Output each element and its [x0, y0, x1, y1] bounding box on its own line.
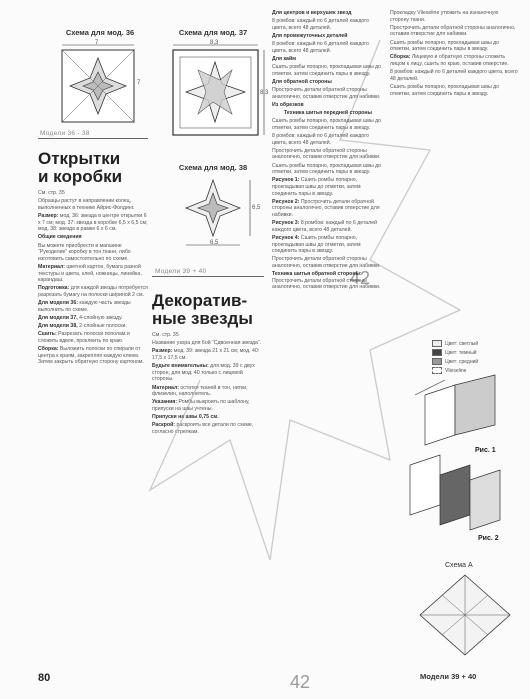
left-general-text: Вы можете приобрести в магазине “Рукоделие” коробку в тон ткани, либо изготовить самостоятельно по схеме. [38, 242, 131, 262]
right-intro-2: Прострочить детали обратной стороны аналогично, оставив отверстие для набивки. [390, 24, 516, 38]
left-materials-label: Материал: [38, 263, 65, 270]
rm-text-b: Сшить ромбы попарно, прокладывая швы до отметки, затем соединить пары в звезду. [272, 64, 382, 77]
scheme-36-width: 7 [95, 40, 99, 46]
left-m38-label: Для модели 38, [38, 323, 78, 330]
left-m37-text: 4-слойную звезду. [79, 314, 123, 321]
left-m38-text: 2-слойные полоски. [79, 323, 127, 330]
page-number-left: 80 [38, 672, 51, 684]
scheme-38-height: 6,5 [252, 205, 261, 211]
right-assembly-label: Сборка: [390, 54, 411, 61]
left-m36-label: Для модели 36: [38, 300, 78, 307]
rm-technique: Техника шитья передней стороны [283, 110, 372, 117]
right-intro: Прокладку Vlieseline утюжить на изнаночную сторону ткани. [390, 10, 499, 23]
scheme-a-diagram [410, 570, 520, 660]
legend-swatch [432, 358, 442, 365]
rm-h2: Для промежуточных деталей [272, 32, 348, 39]
left-intro: Образцы растут в направлении колец, выполненных в технике Айрис-Фолдинг. [38, 198, 135, 211]
left-general-label: Общие сведения [38, 234, 82, 241]
left-column-text [38, 190, 150, 680]
rm-text-b3: Сшить ромбы попарно, прокладывая швы до отметки, затем соединить пары в звезду. [272, 162, 382, 176]
models-footer: Модели 39 + 40 [420, 672, 477, 681]
rm-fig4-text: Сшить ромбы попарно, прокладывая швы до отметки, затем соединить пары в звезду. [272, 234, 361, 255]
rm-h3: Для кайм [272, 55, 296, 62]
legend-label: Цвет: темный [445, 349, 477, 356]
right-assembly-text: Лицевую и обратную стороны сложить лицом к лицу, сшить по краю, оставив отверстие. [390, 54, 509, 67]
left-m37-label: Для модели 37, [38, 314, 78, 321]
middle-instructions-label: Указания: [152, 399, 178, 406]
middle-instructions-text: Ромбы выкроить по шаблону, припуски на швы учтены. [152, 399, 250, 412]
middle-note-label: Будьте внимательны: [152, 363, 209, 370]
rm-fig1-text: Сшить ромбы попарно, прокладывая швы до отметки, затем соединить пары в звезду. [272, 177, 361, 197]
right-column-text [390, 10, 518, 310]
middle-materials-text: остатки тканей в тон, нитки, флизелин, наполнитель. [152, 384, 248, 398]
middle-size-label: Размер: [152, 348, 173, 355]
star-number-top: 42 [350, 268, 371, 288]
scheme-36-title: Схема для мод. 36 [65, 28, 135, 37]
legend-label: Цвет: средний [445, 358, 479, 365]
left-m36-text: каждую часть звезды выполнить по схеме. [38, 300, 131, 313]
scheme-a-label: Схема А [445, 562, 473, 569]
legend-label: Цвет: светлый [445, 340, 479, 347]
right-text-3: Сшить ромбы попарно, прокладывая швы до отметки, затем соединить пары в звезду. [390, 83, 500, 97]
rm-text-c: Прострочить детали обратной стороны аналогично, оставив отверстие для набивки. [272, 87, 381, 100]
left-materials-text: цветной картон, бумага разной текстуры и цвета, клей, ножницы, линейка, карандаш. [38, 263, 142, 284]
rm-fig2-text: Прострочить детали обратной стороны аналогично, оставив отверстие для набивки. [272, 198, 380, 218]
scheme-37-height: 8,3 [260, 90, 269, 96]
left-prep-text: для каждой звезды потребуется разрезать бумагу на полоски шириной 2 см. [38, 285, 148, 298]
left-rule [38, 138, 148, 139]
middle-cut-text: раскроить все детали по схеме, согласно стрелкам. [152, 422, 254, 435]
legend-item [432, 358, 522, 365]
right-middle-column-text [272, 10, 384, 680]
left-size-text: мод. 36: звезда в центре открытки 6 х 7 см; мод. 37: звезда в коробке 6,5 х 6,5 см; мод. 38: звезда в рамке 6 х 6 см. [38, 212, 148, 233]
middle-intro: Название узора для 6ой “Сдвоенная звезда”. [152, 340, 262, 347]
rm-text-b2: Сшить ромбы попарно, прокладывая швы до отметки, затем соединить пары в звезду. [272, 118, 382, 131]
figure-2-diagram [400, 455, 510, 535]
figure-2-label: Рис. 2 [478, 535, 499, 542]
left-models-label: Модели 36 - 38 [40, 130, 90, 137]
rm-text-c3: Прострочить детали обратной стороны аналогично, оставив отверстие для набивки. [272, 256, 381, 269]
rm-fig2: Рисунок 2: [272, 198, 300, 205]
rm-h4: Для обратной стороны [272, 78, 332, 85]
figure-1-diagram [405, 365, 515, 445]
middle-seam-label: Припуски на швы 0,75 см. [152, 414, 219, 421]
middle-materials-label: Материал: [152, 384, 179, 391]
rm-h1: Для центров и верхушек звезд [272, 10, 352, 16]
right-text-2: 8 ромбов: каждый по 6 деталей каждого цвета, всего 48 деталей. [390, 69, 518, 82]
rm-text-a: 8 ромбов: каждый по 6 деталей каждого цвета, всего 48 деталей. [272, 18, 369, 31]
scheme-38-width: 6,5 [210, 240, 219, 246]
scheme-37-width: 8,3 [210, 40, 219, 46]
rm-h5: Из обрезков [272, 101, 304, 108]
left-title-line2: и коробки [38, 167, 123, 186]
right-intro-3: Сшить ромбы попарно, прокладывая швы до отметки, затем соединить пары в звезду. [390, 39, 500, 53]
rm-fig1: Рисунок 1: [272, 177, 300, 184]
star-number-bottom: 42 [290, 672, 311, 692]
legend-label: Vlieseline [445, 367, 467, 374]
rm-text-a3: 8 ромбов: каждый по 6 деталей каждого цвета, всего 48 деталей. [272, 133, 369, 146]
rm-fig4: Рисунок 4: [272, 234, 300, 241]
rm-fig3: Рисунок 3: [272, 220, 300, 227]
scheme-36-diagram [57, 42, 147, 132]
left-cut-label: Сшить: [38, 331, 57, 338]
rm-back-text: Прострочить детали обратной стороны аналогично, оставив отверстие для набивки. [272, 277, 381, 291]
figure-1-label: Рис. 1 [475, 447, 496, 454]
legend-swatch [432, 349, 442, 356]
left-assembly-text: Выложить полоски по спирали от центра к краям, закрепляя каждую клеем. Затем закрыть обратную сторону картоном. [38, 346, 144, 366]
left-title-line1: Открытки [38, 149, 121, 168]
legend-item [432, 349, 522, 356]
rm-back-label: Техника шитья обратной стороны: [272, 271, 362, 278]
middle-cut-label: Раскрой: [152, 422, 176, 429]
middle-size-text: мод. 39: звезда 21 х 21 см; мод. 40: 17,5 х 17,5 см. [152, 348, 260, 361]
left-prep-label: Подготовка: [38, 285, 70, 292]
legend-item [432, 340, 522, 347]
left-size-label: Размер: [38, 212, 59, 219]
scheme-36-height: 7 [137, 80, 141, 86]
rm-text-c2: Прострочить детали обратной стороны аналогично, оставив отверстие для набивки. [272, 147, 381, 161]
rm-fig3-text: 8 ромбов: каждый по 6 деталей каждого цвета, всего 48 деталей. [272, 220, 377, 233]
middle-ref: См. стр. 35 [152, 332, 179, 338]
left-ref: См. стр. 35 [38, 190, 65, 196]
middle-title-line1: Декоратив- [152, 291, 248, 310]
left-assembly-label: Сборка: [38, 346, 59, 352]
scheme-37-title: Схема для мод. 37 [178, 28, 248, 37]
middle-title-line2: ные звезды [152, 309, 253, 328]
middle-models-label: Модели 39 + 40 [155, 268, 207, 275]
left-cut-text: Разрезать полоски пополам и сложить вдвое, проклеить по краю. [38, 331, 130, 344]
scheme-38-title: Схема для мод. 38 [178, 163, 248, 172]
middle-note-text: для мод. 39 с двух сторон, для мод. 40 только с лицевой стороны. [152, 363, 255, 383]
legend-swatch [432, 340, 442, 347]
rm-text-a2: 8 ромбов: каждый по 6 деталей каждого цвета, всего 48 деталей. [272, 41, 369, 54]
